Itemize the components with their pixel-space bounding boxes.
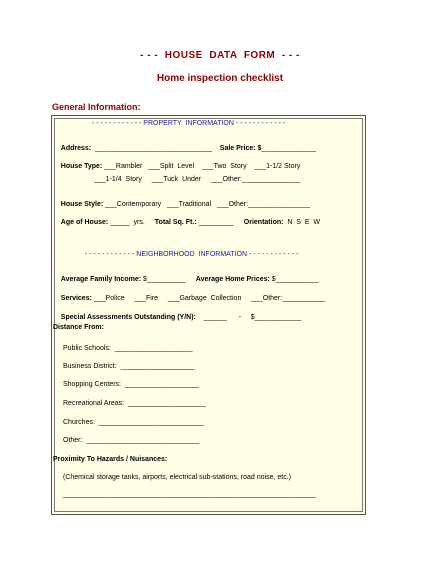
hazards-examples: (Chemical storage tanks, airports, electrical sub-stations, road noise, etc.) xyxy=(63,474,291,481)
churches-field[interactable]: Churches: ___________________________ xyxy=(63,419,204,426)
house-style-label: House Style: xyxy=(60,201,104,208)
hazards-field[interactable]: _________________________________________________________________ xyxy=(63,491,317,498)
income-field[interactable]: $__________ xyxy=(141,276,186,283)
orientation-options[interactable]: N S E W xyxy=(283,219,321,226)
age-row xyxy=(53,212,145,233)
neighborhood-heading: - - - - - - - - - - - - NEIGHBORHOOD INFORMATION - - - - - - - - - - - - xyxy=(85,251,299,258)
form-box xyxy=(51,115,366,515)
services-label: Services: xyxy=(60,295,92,302)
other-distance-field[interactable]: Other: _____________________________ xyxy=(63,437,200,444)
hazards-label: Proximity To Hazards / Nuisances: xyxy=(53,456,168,463)
section-label-general: General Information: xyxy=(52,102,141,112)
assessments-field[interactable]: ______ - $____________ xyxy=(195,314,302,321)
recreational-areas-field[interactable]: Recreational Areas: ____________________ xyxy=(63,400,206,407)
assessments-label: Special Assessments Outstanding (Y/N): xyxy=(60,314,196,321)
sale-price-label: Sale Price: $ xyxy=(219,145,262,152)
home-prices-row xyxy=(188,269,319,290)
age-label: Age of House: xyxy=(60,219,109,226)
sqft-label: Total Sq. Ft.: xyxy=(154,219,197,226)
house-style-options[interactable]: ___Contemporary ___Traditional ___Other:________________ xyxy=(103,201,311,208)
orientation-row xyxy=(236,212,320,233)
sqft-row xyxy=(147,212,234,233)
house-type-options-2[interactable]: ___1-1/4 Story ___Tuck Under ___Other:_______________ xyxy=(94,176,301,183)
address-label: Address: xyxy=(60,145,92,152)
income-row xyxy=(53,269,186,290)
income-label: Average Family Income: xyxy=(60,276,142,283)
distance-label: Distance From: xyxy=(53,324,104,331)
business-district-field[interactable]: Business District: ___________________ xyxy=(63,363,195,370)
home-prices-label: Average Home Prices: xyxy=(195,276,270,283)
sqft-field[interactable]: _________ xyxy=(196,219,234,226)
house-type-label: House Type: xyxy=(60,163,103,170)
house-type-row xyxy=(53,156,300,177)
house-type-options[interactable]: ___Rambler ___Split Level ___Two Story ___1-1/2 Story xyxy=(102,163,301,170)
sale-price-field[interactable]: ______________ xyxy=(261,145,316,152)
age-field[interactable]: _____ yrs. xyxy=(108,219,145,226)
orientation-label: Orientation: xyxy=(243,219,284,226)
public-schools-field[interactable]: Public Schools: ____________________ xyxy=(63,345,193,352)
home-prices-field[interactable]: $___________ xyxy=(269,276,319,283)
property-heading: - - - - - - - - - - - - PROPERTY INFORMATION - - - - - - - - - - - - xyxy=(92,120,286,127)
services-options[interactable]: ___Police ___Fire ___Garbage Collection ___Other:___________ xyxy=(91,295,326,302)
form-title: - - - HOUSE DATA FORM - - - xyxy=(140,50,300,61)
address-field[interactable]: ______________________________ xyxy=(91,145,212,152)
shopping-centers-field[interactable]: Shopping Centers: ___________________ xyxy=(63,381,199,388)
form-subtitle: Home inspection checklist xyxy=(156,73,284,84)
services-row xyxy=(53,288,325,309)
